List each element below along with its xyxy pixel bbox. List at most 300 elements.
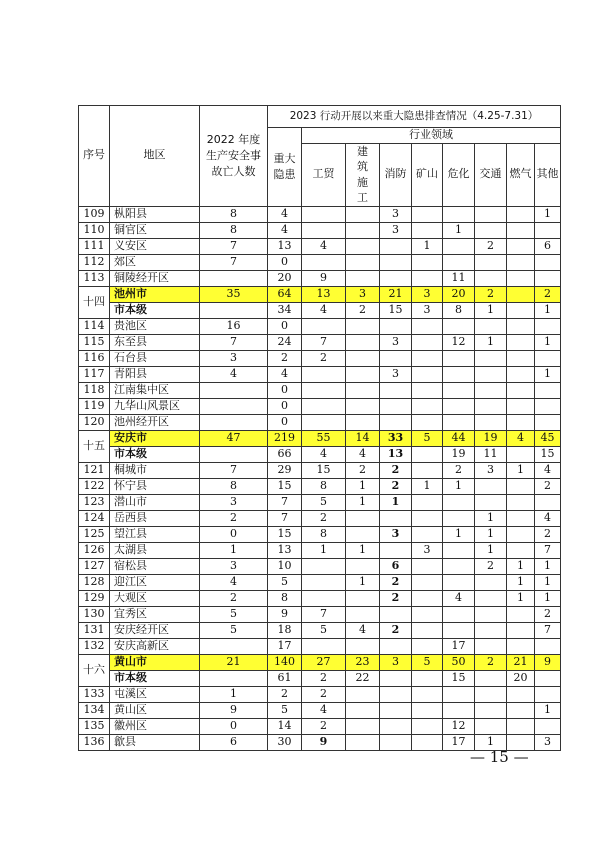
row-industry-value bbox=[475, 702, 507, 718]
row-industry-value bbox=[443, 558, 475, 574]
row-industry-value bbox=[412, 606, 443, 622]
row-industry-value bbox=[443, 238, 475, 254]
row-industry-value: 2 bbox=[475, 654, 507, 670]
row-industry-value: 4 bbox=[302, 238, 346, 254]
row-major-hazards: 64 bbox=[268, 286, 302, 302]
row-seq: 118 bbox=[79, 382, 110, 398]
row-industry-value bbox=[412, 526, 443, 542]
table-row bbox=[79, 366, 561, 382]
row-industry-value: 20 bbox=[507, 670, 535, 686]
row-area: 枞阳县 bbox=[110, 206, 200, 222]
row-deaths: 35 bbox=[200, 286, 268, 302]
row-industry-value bbox=[535, 350, 561, 366]
row-deaths: 7 bbox=[200, 238, 268, 254]
row-deaths bbox=[200, 670, 268, 686]
row-seq: 129 bbox=[79, 590, 110, 606]
row-industry-value: 3 bbox=[380, 334, 412, 350]
row-industry-value: 12 bbox=[443, 718, 475, 734]
row-industry-value: 3 bbox=[412, 302, 443, 318]
row-deaths: 2 bbox=[200, 510, 268, 526]
row-deaths: 5 bbox=[200, 622, 268, 638]
table-row bbox=[79, 238, 561, 254]
row-industry-value: 2 bbox=[535, 526, 561, 542]
row-industry-value bbox=[346, 366, 380, 382]
row-area: 市本级 bbox=[110, 670, 200, 686]
table-row bbox=[79, 542, 561, 558]
row-industry-value: 4 bbox=[443, 590, 475, 606]
row-industry-value bbox=[475, 382, 507, 398]
row-industry-value: 23 bbox=[346, 654, 380, 670]
row-industry-value: 1 bbox=[412, 238, 443, 254]
row-seq: 127 bbox=[79, 558, 110, 574]
header-deaths: 2022 年度生产安全事故亡人数 bbox=[200, 106, 268, 207]
row-seq: 133 bbox=[79, 686, 110, 702]
row-seq: 十四 bbox=[79, 286, 110, 318]
row-major-hazards: 5 bbox=[268, 702, 302, 718]
row-seq: 110 bbox=[79, 222, 110, 238]
row-industry-value bbox=[475, 398, 507, 414]
row-industry-value: 3 bbox=[475, 462, 507, 478]
row-area: 市本级 bbox=[110, 302, 200, 318]
row-industry-value bbox=[412, 574, 443, 590]
row-industry-value bbox=[346, 222, 380, 238]
row-deaths bbox=[200, 302, 268, 318]
row-industry-value bbox=[443, 366, 475, 382]
row-industry-value: 4 bbox=[302, 702, 346, 718]
row-industry-value bbox=[535, 414, 561, 430]
row-area: 义安区 bbox=[110, 238, 200, 254]
row-industry-value bbox=[346, 590, 380, 606]
table-row bbox=[79, 222, 561, 238]
row-industry-value: 4 bbox=[535, 510, 561, 526]
row-industry-value bbox=[443, 494, 475, 510]
row-industry-value: 2 bbox=[475, 238, 507, 254]
row-seq: 135 bbox=[79, 718, 110, 734]
row-industry-value: 2 bbox=[535, 286, 561, 302]
row-industry-value bbox=[535, 270, 561, 286]
header-industry-3: 矿山 bbox=[412, 144, 443, 207]
table-row bbox=[79, 398, 561, 414]
row-industry-value: 7 bbox=[302, 606, 346, 622]
row-industry-value: 2 bbox=[302, 718, 346, 734]
row-area: 贵池区 bbox=[110, 318, 200, 334]
row-major-hazards: 61 bbox=[268, 670, 302, 686]
row-seq: 126 bbox=[79, 542, 110, 558]
row-major-hazards: 9 bbox=[268, 606, 302, 622]
row-industry-value: 1 bbox=[302, 542, 346, 558]
row-deaths bbox=[200, 414, 268, 430]
row-industry-value bbox=[412, 334, 443, 350]
row-industry-value: 1 bbox=[507, 590, 535, 606]
row-major-hazards: 15 bbox=[268, 478, 302, 494]
row-industry-value: 2 bbox=[475, 286, 507, 302]
row-area: 江南集中区 bbox=[110, 382, 200, 398]
row-industry-value bbox=[346, 206, 380, 222]
row-major-hazards: 14 bbox=[268, 718, 302, 734]
row-industry-value bbox=[535, 670, 561, 686]
row-deaths: 5 bbox=[200, 606, 268, 622]
row-industry-value bbox=[507, 638, 535, 654]
row-industry-value: 50 bbox=[443, 654, 475, 670]
row-industry-value bbox=[302, 638, 346, 654]
row-industry-value bbox=[346, 702, 380, 718]
row-area: 宜秀区 bbox=[110, 606, 200, 622]
row-industry-value bbox=[507, 238, 535, 254]
row-industry-value: 33 bbox=[380, 430, 412, 446]
row-area: 望江县 bbox=[110, 526, 200, 542]
row-industry-value bbox=[346, 398, 380, 414]
row-seq: 128 bbox=[79, 574, 110, 590]
row-industry-value bbox=[535, 638, 561, 654]
row-industry-value: 3 bbox=[380, 222, 412, 238]
row-area: 潜山市 bbox=[110, 494, 200, 510]
row-industry-value: 1 bbox=[475, 302, 507, 318]
row-industry-value bbox=[475, 222, 507, 238]
row-industry-value: 4 bbox=[507, 430, 535, 446]
row-industry-value bbox=[346, 638, 380, 654]
row-major-hazards: 7 bbox=[268, 510, 302, 526]
row-industry-value: 2 bbox=[535, 478, 561, 494]
row-industry-value: 3 bbox=[380, 654, 412, 670]
row-seq: 112 bbox=[79, 254, 110, 270]
row-industry-value: 5 bbox=[302, 622, 346, 638]
city-level-row bbox=[79, 302, 561, 318]
row-industry-value bbox=[412, 350, 443, 366]
row-industry-value bbox=[380, 686, 412, 702]
row-major-hazards: 219 bbox=[268, 430, 302, 446]
row-industry-value: 15 bbox=[302, 462, 346, 478]
row-seq: 114 bbox=[79, 318, 110, 334]
row-industry-value bbox=[412, 702, 443, 718]
row-area: 安庆经开区 bbox=[110, 622, 200, 638]
row-deaths: 21 bbox=[200, 654, 268, 670]
table-row bbox=[79, 590, 561, 606]
row-industry-value bbox=[507, 318, 535, 334]
row-area: 歙县 bbox=[110, 734, 200, 750]
row-industry-value: 55 bbox=[302, 430, 346, 446]
row-industry-value bbox=[412, 222, 443, 238]
row-seq: 十六 bbox=[79, 654, 110, 686]
city-level-row bbox=[79, 446, 561, 462]
row-industry-value bbox=[412, 206, 443, 222]
row-industry-value bbox=[346, 318, 380, 334]
row-industry-value bbox=[412, 318, 443, 334]
row-industry-value: 7 bbox=[535, 542, 561, 558]
row-industry-value bbox=[475, 270, 507, 286]
row-industry-value: 11 bbox=[443, 270, 475, 286]
row-industry-value bbox=[302, 366, 346, 382]
row-industry-value bbox=[535, 382, 561, 398]
row-seq: 130 bbox=[79, 606, 110, 622]
row-industry-value: 15 bbox=[380, 302, 412, 318]
row-industry-value bbox=[380, 702, 412, 718]
row-industry-value: 4 bbox=[535, 462, 561, 478]
row-industry-value bbox=[475, 686, 507, 702]
header-industry-1: 建筑施工 bbox=[346, 144, 380, 207]
row-industry-value: 4 bbox=[302, 446, 346, 462]
row-industry-value bbox=[443, 606, 475, 622]
row-seq: 121 bbox=[79, 462, 110, 478]
row-industry-value bbox=[412, 638, 443, 654]
row-industry-value bbox=[535, 318, 561, 334]
row-industry-value: 2 bbox=[475, 558, 507, 574]
row-industry-value: 1 bbox=[535, 574, 561, 590]
row-industry-value bbox=[412, 670, 443, 686]
row-industry-value bbox=[507, 526, 535, 542]
row-major-hazards: 24 bbox=[268, 334, 302, 350]
row-deaths: 7 bbox=[200, 462, 268, 478]
row-major-hazards: 66 bbox=[268, 446, 302, 462]
row-industry-value: 1 bbox=[346, 542, 380, 558]
row-industry-value: 1 bbox=[443, 478, 475, 494]
table-row bbox=[79, 478, 561, 494]
row-seq: 115 bbox=[79, 334, 110, 350]
header-industry-0: 工贸 bbox=[302, 144, 346, 207]
row-industry-value bbox=[412, 414, 443, 430]
row-major-hazards: 0 bbox=[268, 414, 302, 430]
table-row bbox=[79, 622, 561, 638]
row-major-hazards: 2 bbox=[268, 350, 302, 366]
row-industry-value: 12 bbox=[443, 334, 475, 350]
header-industry-2: 消防 bbox=[380, 144, 412, 207]
row-industry-value bbox=[380, 318, 412, 334]
row-major-hazards: 13 bbox=[268, 542, 302, 558]
row-industry-value: 3 bbox=[535, 734, 561, 750]
row-area: 怀宁县 bbox=[110, 478, 200, 494]
row-industry-value: 1 bbox=[535, 590, 561, 606]
row-area: 大观区 bbox=[110, 590, 200, 606]
row-industry-value: 1 bbox=[535, 206, 561, 222]
row-industry-value: 2 bbox=[302, 686, 346, 702]
row-deaths: 0 bbox=[200, 718, 268, 734]
row-industry-value: 1 bbox=[535, 302, 561, 318]
row-industry-value: 2 bbox=[346, 462, 380, 478]
row-industry-value bbox=[443, 414, 475, 430]
row-industry-value: 1 bbox=[475, 334, 507, 350]
row-industry-value bbox=[346, 350, 380, 366]
row-industry-value bbox=[346, 270, 380, 286]
row-deaths: 6 bbox=[200, 734, 268, 750]
row-seq: 136 bbox=[79, 734, 110, 750]
row-area: 黄山区 bbox=[110, 702, 200, 718]
row-industry-value: 1 bbox=[475, 734, 507, 750]
row-industry-value: 1 bbox=[412, 478, 443, 494]
row-industry-value bbox=[443, 622, 475, 638]
row-industry-value bbox=[535, 222, 561, 238]
row-industry-value bbox=[443, 382, 475, 398]
table-row bbox=[79, 334, 561, 350]
row-industry-value bbox=[507, 702, 535, 718]
header-industry-7: 其他 bbox=[535, 144, 561, 207]
row-area: 东至县 bbox=[110, 334, 200, 350]
table-row bbox=[79, 558, 561, 574]
row-industry-value: 19 bbox=[443, 446, 475, 462]
row-area: 太湖县 bbox=[110, 542, 200, 558]
row-industry-value bbox=[302, 318, 346, 334]
table-row bbox=[79, 318, 561, 334]
row-deaths: 7 bbox=[200, 334, 268, 350]
row-industry-value bbox=[507, 606, 535, 622]
row-industry-value bbox=[535, 398, 561, 414]
row-industry-value bbox=[346, 254, 380, 270]
row-industry-value bbox=[475, 366, 507, 382]
row-deaths: 1 bbox=[200, 542, 268, 558]
row-industry-value bbox=[507, 510, 535, 526]
row-industry-value: 1 bbox=[507, 558, 535, 574]
table-row bbox=[79, 414, 561, 430]
row-seq: 111 bbox=[79, 238, 110, 254]
row-deaths bbox=[200, 638, 268, 654]
row-industry-value bbox=[507, 222, 535, 238]
row-major-hazards: 5 bbox=[268, 574, 302, 590]
row-industry-value bbox=[380, 382, 412, 398]
row-industry-value bbox=[412, 494, 443, 510]
row-industry-value bbox=[475, 670, 507, 686]
row-area: 铜官区 bbox=[110, 222, 200, 238]
row-industry-value bbox=[475, 254, 507, 270]
row-industry-value: 4 bbox=[346, 622, 380, 638]
table-row bbox=[79, 254, 561, 270]
row-industry-value bbox=[412, 254, 443, 270]
row-industry-value: 13 bbox=[302, 286, 346, 302]
row-industry-value bbox=[412, 446, 443, 462]
row-industry-value: 8 bbox=[443, 302, 475, 318]
row-industry-value bbox=[412, 382, 443, 398]
row-industry-value: 11 bbox=[475, 446, 507, 462]
row-industry-value bbox=[507, 286, 535, 302]
row-major-hazards: 18 bbox=[268, 622, 302, 638]
row-industry-value bbox=[346, 414, 380, 430]
row-industry-value bbox=[443, 206, 475, 222]
row-industry-value bbox=[475, 718, 507, 734]
row-industry-value: 1 bbox=[346, 494, 380, 510]
row-industry-value bbox=[443, 254, 475, 270]
row-industry-value bbox=[380, 734, 412, 750]
table-row bbox=[79, 462, 561, 478]
row-industry-value bbox=[346, 718, 380, 734]
row-industry-value: 9 bbox=[535, 654, 561, 670]
row-industry-value: 2 bbox=[535, 606, 561, 622]
table-row bbox=[79, 574, 561, 590]
row-seq: 109 bbox=[79, 206, 110, 222]
row-major-hazards: 4 bbox=[268, 222, 302, 238]
header-industry-6: 燃气 bbox=[507, 144, 535, 207]
row-industry-value bbox=[475, 318, 507, 334]
row-deaths: 4 bbox=[200, 574, 268, 590]
row-industry-value: 5 bbox=[412, 430, 443, 446]
row-industry-value bbox=[535, 254, 561, 270]
row-industry-value: 9 bbox=[302, 734, 346, 750]
row-industry-value bbox=[412, 622, 443, 638]
row-industry-value: 2 bbox=[302, 350, 346, 366]
header-seq: 序号 bbox=[79, 106, 110, 207]
row-deaths: 3 bbox=[200, 494, 268, 510]
row-industry-value bbox=[302, 222, 346, 238]
table-row bbox=[79, 702, 561, 718]
row-industry-value bbox=[443, 702, 475, 718]
row-industry-value bbox=[346, 334, 380, 350]
row-industry-value bbox=[507, 446, 535, 462]
row-deaths: 8 bbox=[200, 206, 268, 222]
row-industry-value: 2 bbox=[380, 462, 412, 478]
row-industry-value bbox=[412, 270, 443, 286]
row-industry-value: 1 bbox=[443, 526, 475, 542]
row-industry-value: 1 bbox=[443, 222, 475, 238]
row-major-hazards: 4 bbox=[268, 366, 302, 382]
city-row bbox=[79, 430, 561, 446]
row-industry-value bbox=[412, 462, 443, 478]
row-industry-value bbox=[475, 590, 507, 606]
row-industry-value bbox=[507, 254, 535, 270]
table-row bbox=[79, 718, 561, 734]
table-row bbox=[79, 270, 561, 286]
row-industry-value: 1 bbox=[346, 478, 380, 494]
row-area: 黄山市 bbox=[110, 654, 200, 670]
row-major-hazards: 20 bbox=[268, 270, 302, 286]
row-industry-value bbox=[346, 382, 380, 398]
row-industry-value bbox=[346, 734, 380, 750]
row-major-hazards: 34 bbox=[268, 302, 302, 318]
row-seq: 125 bbox=[79, 526, 110, 542]
row-industry-value bbox=[507, 398, 535, 414]
row-industry-value: 21 bbox=[380, 286, 412, 302]
row-area: 铜陵经开区 bbox=[110, 270, 200, 286]
row-deaths bbox=[200, 398, 268, 414]
row-industry-value bbox=[346, 686, 380, 702]
row-seq: 116 bbox=[79, 350, 110, 366]
row-industry-value bbox=[380, 398, 412, 414]
row-industry-value bbox=[412, 718, 443, 734]
row-industry-value bbox=[507, 718, 535, 734]
row-industry-value: 1 bbox=[507, 462, 535, 478]
row-deaths: 3 bbox=[200, 350, 268, 366]
row-industry-value: 2 bbox=[346, 302, 380, 318]
row-area: 宿松县 bbox=[110, 558, 200, 574]
row-industry-value: 15 bbox=[443, 670, 475, 686]
row-industry-value: 1 bbox=[535, 366, 561, 382]
row-industry-value: 22 bbox=[346, 670, 380, 686]
row-industry-value bbox=[412, 510, 443, 526]
row-industry-value bbox=[507, 542, 535, 558]
table-row bbox=[79, 494, 561, 510]
row-area: 市本级 bbox=[110, 446, 200, 462]
row-major-hazards: 0 bbox=[268, 254, 302, 270]
row-deaths: 1 bbox=[200, 686, 268, 702]
row-area: 屯溪区 bbox=[110, 686, 200, 702]
row-industry-value bbox=[412, 590, 443, 606]
row-seq: 122 bbox=[79, 478, 110, 494]
header-industry-4: 危化 bbox=[443, 144, 475, 207]
row-industry-value bbox=[507, 478, 535, 494]
row-industry-value: 2 bbox=[380, 622, 412, 638]
row-industry-value bbox=[302, 574, 346, 590]
row-industry-value bbox=[346, 510, 380, 526]
row-industry-value bbox=[412, 734, 443, 750]
row-industry-value bbox=[507, 414, 535, 430]
row-industry-value bbox=[346, 558, 380, 574]
row-industry-value: 17 bbox=[443, 638, 475, 654]
table-row bbox=[79, 510, 561, 526]
row-industry-value bbox=[412, 558, 443, 574]
row-industry-value bbox=[443, 318, 475, 334]
row-industry-value: 8 bbox=[302, 478, 346, 494]
row-industry-value bbox=[412, 366, 443, 382]
row-area: 池州经开区 bbox=[110, 414, 200, 430]
row-industry-value: 7 bbox=[302, 334, 346, 350]
row-industry-value bbox=[380, 718, 412, 734]
row-area: 安庆市 bbox=[110, 430, 200, 446]
row-industry-value bbox=[475, 414, 507, 430]
